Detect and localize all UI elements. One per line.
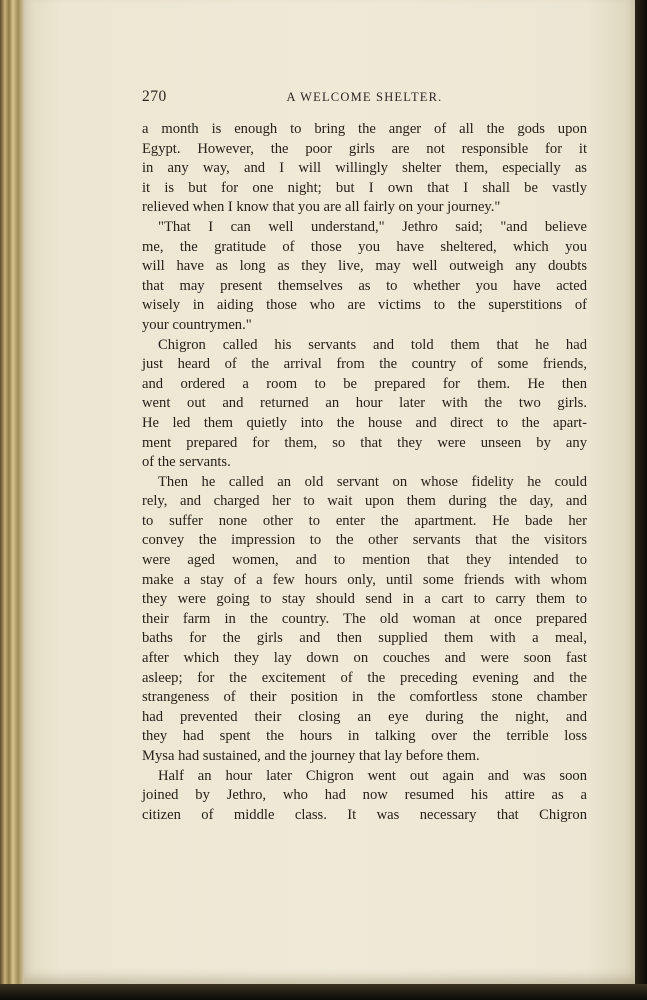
book-spine-gutter xyxy=(0,0,26,1000)
text-line: make a stay of a few hours only, until some friends with whom xyxy=(142,571,587,588)
text-line: asleep; for the excitement of the preceding evening and the xyxy=(142,669,587,686)
text-line: Chigron called his servants and told them that he had xyxy=(158,336,587,353)
page-right-shadow xyxy=(635,0,647,1000)
text-line: your countrymen." xyxy=(142,316,252,333)
text-line: had prevented their closing an eye during the night, and xyxy=(142,708,587,725)
text-line: baths for the girls and then supplied them with a meal, xyxy=(142,630,587,647)
text-line: Half an hour later Chigron went out again and was soon xyxy=(158,767,587,784)
text-line: it is but for one night; but I own that I shall be vastly xyxy=(142,179,587,196)
text-line: and ordered a room to be prepared for them. He then xyxy=(142,375,587,392)
page-header xyxy=(142,88,587,108)
text-line: that may present themselves as to whether you have acted xyxy=(142,277,587,294)
text-line: strangeness of their position in the comfortless stone chamber xyxy=(142,689,587,706)
text-line: me, the gratitude of those you have sheltered, which you xyxy=(142,238,587,255)
body-text xyxy=(142,120,587,825)
text-line: went out and returned an hour later with the two girls. xyxy=(142,395,587,412)
text-line: Mysa had sustained, and the journey that lay before them. xyxy=(142,748,480,764)
text-line: of the servants. xyxy=(142,454,231,471)
text-line: Egypt. However, the poor girls are not responsible for it xyxy=(142,140,587,157)
text-line: a month is enough to bring the anger of all the gods upon xyxy=(142,121,587,137)
page-number: 270 xyxy=(142,88,167,105)
text-line: just heard of the arrival from the country of some friends, xyxy=(142,356,587,373)
text-line: ment prepared for them, so that they were unseen by any xyxy=(142,434,587,451)
text-line: relieved when I know that you are all fairly on your journey." xyxy=(142,199,501,216)
text-line: after which they lay down on couches and were soon fast xyxy=(142,650,587,667)
text-line: wisely in aiding those who are victims to the superstitions of xyxy=(142,297,587,314)
text-line: He led them quietly into the house and direct to the apart- xyxy=(142,414,587,431)
page-bottom-shadow xyxy=(0,984,647,1000)
running-head: A WELCOME SHELTER. xyxy=(286,90,443,104)
text-line: to suffer none other to enter the apartment. He bade her xyxy=(142,512,587,529)
text-line: "That I can well understand," Jethro said; "and believe xyxy=(158,218,587,235)
text-line: convey the impression to the other servants that the visitors xyxy=(142,532,587,549)
text-line: citizen of middle class. It was necessary that Chigron xyxy=(142,806,587,823)
text-line: they had spent the hours in talking over the terrible loss xyxy=(142,728,587,745)
text-line: they were going to stay should send in a cart to carry them to xyxy=(142,591,587,608)
text-line: rely, and charged her to wait upon them during the day, and xyxy=(142,493,587,510)
text-line: their farm in the country. The old woman at once prepared xyxy=(142,610,587,627)
text-line: joined by Jethro, who had now resumed his attire as a xyxy=(142,787,587,804)
text-line: in any way, and I will willingly shelter them, especially as xyxy=(142,160,587,177)
text-line: will have as long as they live, may well outweigh any doubts xyxy=(142,258,587,275)
text-line: Then he called an old servant on whose fidelity he could xyxy=(158,473,587,490)
text-line: were aged women, and to mention that they intended to xyxy=(142,552,587,569)
